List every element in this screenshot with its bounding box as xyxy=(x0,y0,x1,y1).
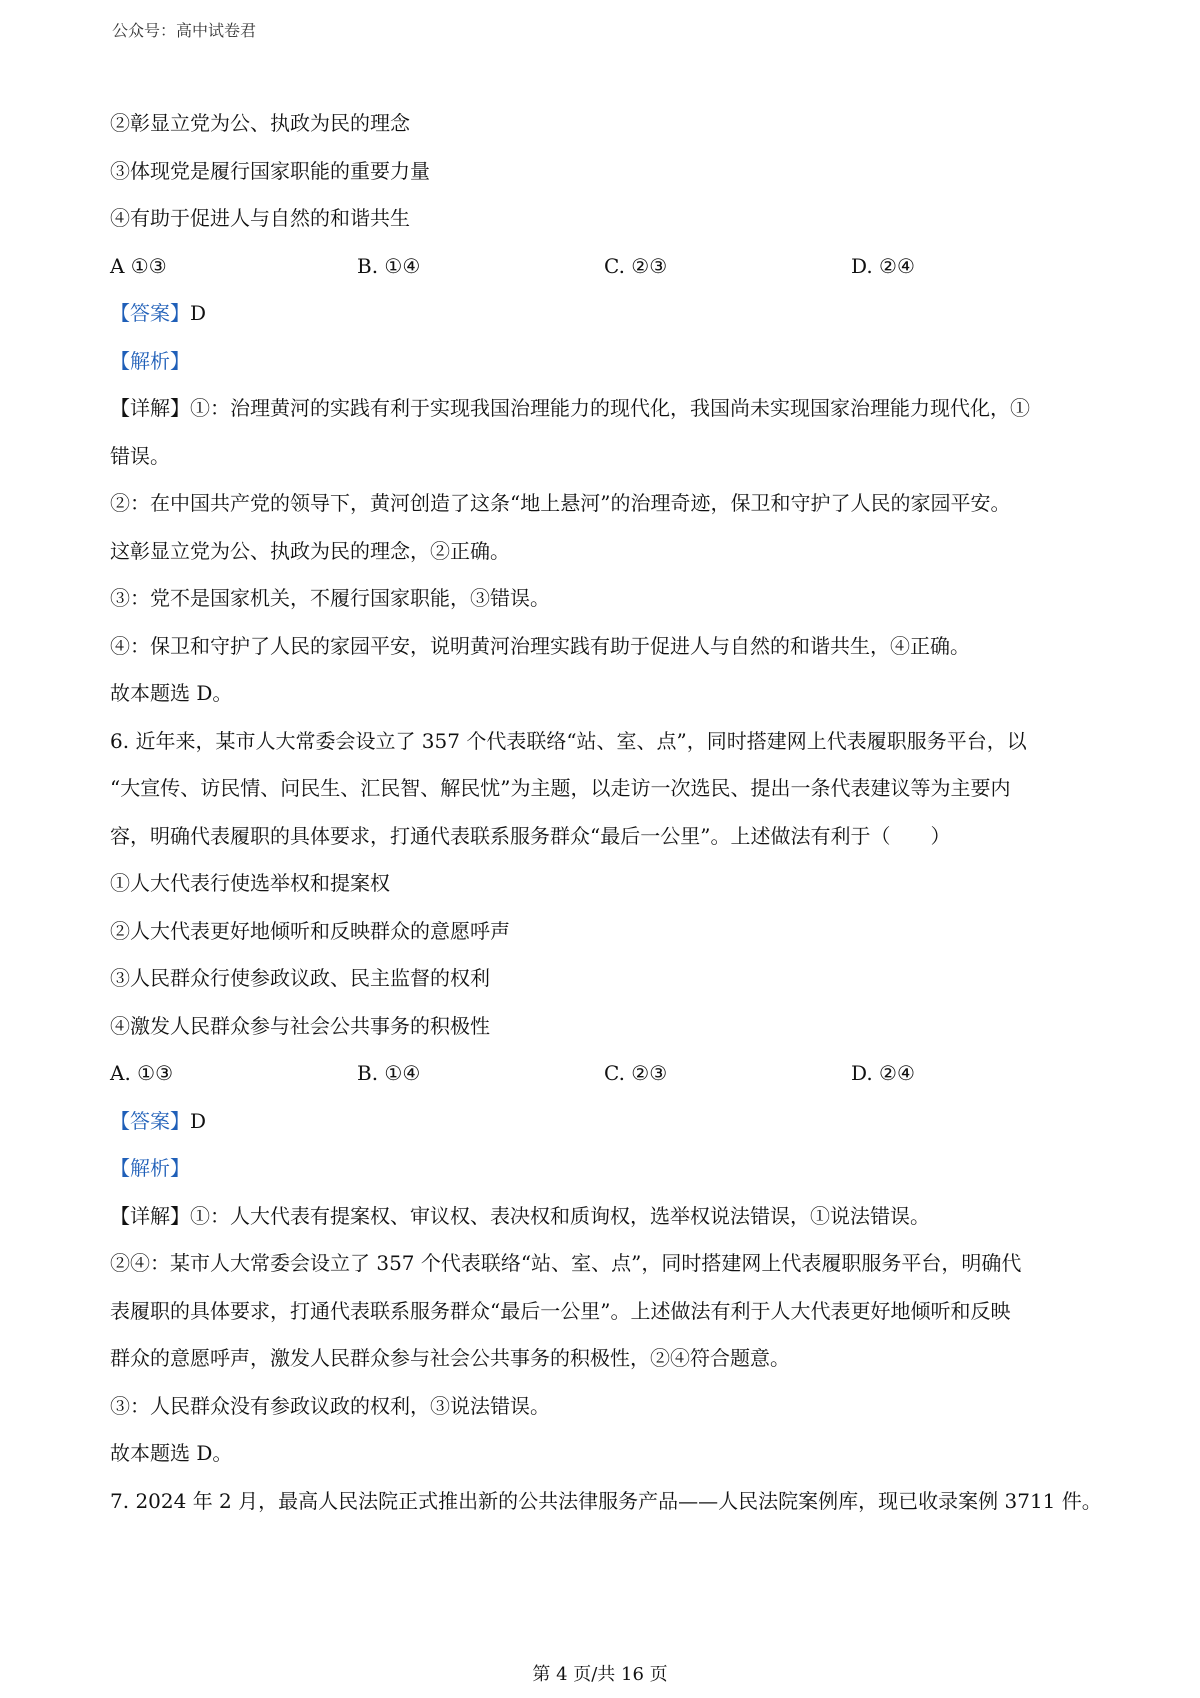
explanation-line: ③：党不是国家机关，不履行国家职能，③错误。 xyxy=(110,586,550,610)
q6-item: ③人民群众行使参政议政、民主监督的权利 xyxy=(110,966,490,990)
q6-item: ②人大代表更好地倾听和反映群众的意愿呼声 xyxy=(110,918,510,943)
q5-item: ②彰显立党为公、执政为民的理念 xyxy=(110,111,410,135)
explanation-line: 故本题选 D。 xyxy=(110,681,233,705)
explanation-line: ①：治理黄河的实践有利于实现我国治理能力的现代化，我国尚未实现国家治理能力现代化，① xyxy=(190,396,1030,420)
q6-answer xyxy=(110,1098,1100,1146)
q5-option-c: C. ②③ xyxy=(604,253,668,278)
explanation-line: ③：人民群众没有参政议政的权利，③说法错误。 xyxy=(110,1393,550,1418)
page-content xyxy=(110,100,1100,1525)
explanation-line: 错误。 xyxy=(110,443,170,468)
q6-item: ①人大代表行使选举权和提案权 xyxy=(110,871,390,895)
q5-options xyxy=(110,243,1100,291)
q5-analysis-tag: 【解析】 xyxy=(110,348,190,373)
q5-item: ③体现党是履行国家职能的重要力量 xyxy=(110,158,430,183)
q6-option-d: D. ②④ xyxy=(851,1061,915,1085)
q6-option-c: C. ②③ xyxy=(604,1061,668,1085)
q5-option-b: B. ①④ xyxy=(357,253,421,278)
explanation-line: ②：在中国共产党的领导下，黄河创造了这条“地上悬河”的治理奇迹，保卫和守护了人民的家园平安。 xyxy=(110,491,1011,515)
q5-option-d: D. ②④ xyxy=(851,253,915,278)
answer-value: D xyxy=(190,301,207,325)
detail-tag: 【详解】 xyxy=(110,1203,190,1228)
q5-option-a: A ①③ xyxy=(110,253,167,278)
q6-analysis-tag: 【解析】 xyxy=(110,1156,190,1180)
q5-explanation xyxy=(110,385,1100,433)
detail-tag: 【详解】 xyxy=(110,396,190,420)
page-footer: 第 4 页/共 16 页 xyxy=(532,1664,668,1685)
q6-option-b: B. ①④ xyxy=(357,1061,421,1085)
explanation-line: 这彰显立党为公、执政为民的理念，②正确。 xyxy=(110,538,510,563)
page-header: 公众号：高中试卷君 xyxy=(112,21,257,40)
q6-option-a: A. ①③ xyxy=(110,1061,174,1085)
q6-item: ④激发人民群众参与社会公共事务的积极性 xyxy=(110,1013,490,1038)
q5-answer xyxy=(110,290,1100,338)
explanation-line: ④：保卫和守护了人民的家园平安，说明黄河治理实践有助于促进人与自然的和谐共生，④正确。 xyxy=(110,633,970,658)
q7-stem: 7. 2024 年 2 月，最高人民法院正式推出新的公共法律服务产品——人民法院案例库，现已收录案例 3711 件。 xyxy=(110,1488,1102,1513)
answer-value: D xyxy=(190,1108,207,1133)
q6-stem-line: “大宣传、访民情、问民生、汇民智、解民忧”为主题，以走访一次选民、提出一条代表建议等为主要内 xyxy=(110,776,1011,800)
q5-item: ④有助于促进人与自然的和谐共生 xyxy=(110,206,410,230)
explanation-line: ①：人大代表有提案权、审议权、表决权和质询权，选举权说法错误，①说法错误。 xyxy=(190,1203,930,1228)
explanation-line: 故本题选 D。 xyxy=(110,1441,233,1465)
explanation-line: ②④：某市人大常委会设立了 357 个代表联络“站、室、点”，同时搭建网上代表履职服务平台，明确代 xyxy=(110,1251,1022,1275)
q6-explanation xyxy=(110,1193,1100,1241)
q6-stem-line: 6. 近年来，某市人大常委会设立了 357 个代表联络“站、室、点”，同时搭建网上代表履职服务平台，以 xyxy=(110,728,1027,753)
q6-options xyxy=(110,1050,1100,1098)
explanation-line: 群众的意愿呼声，激发人民群众参与社会公共事务的积极性，②④符合题意。 xyxy=(110,1346,790,1370)
explanation-line: 表履职的具体要求，打通代表联系服务群众“最后一公里”。上述做法有利于人大代表更好地倾听和反映 xyxy=(110,1298,1011,1323)
answer-tag: 【答案】 xyxy=(110,301,190,325)
answer-tag: 【答案】 xyxy=(110,1108,190,1133)
q6-stem-line: 容，明确代表履职的具体要求，打通代表联系服务群众“最后一公里”。上述做法有利于（ ） xyxy=(110,823,951,848)
